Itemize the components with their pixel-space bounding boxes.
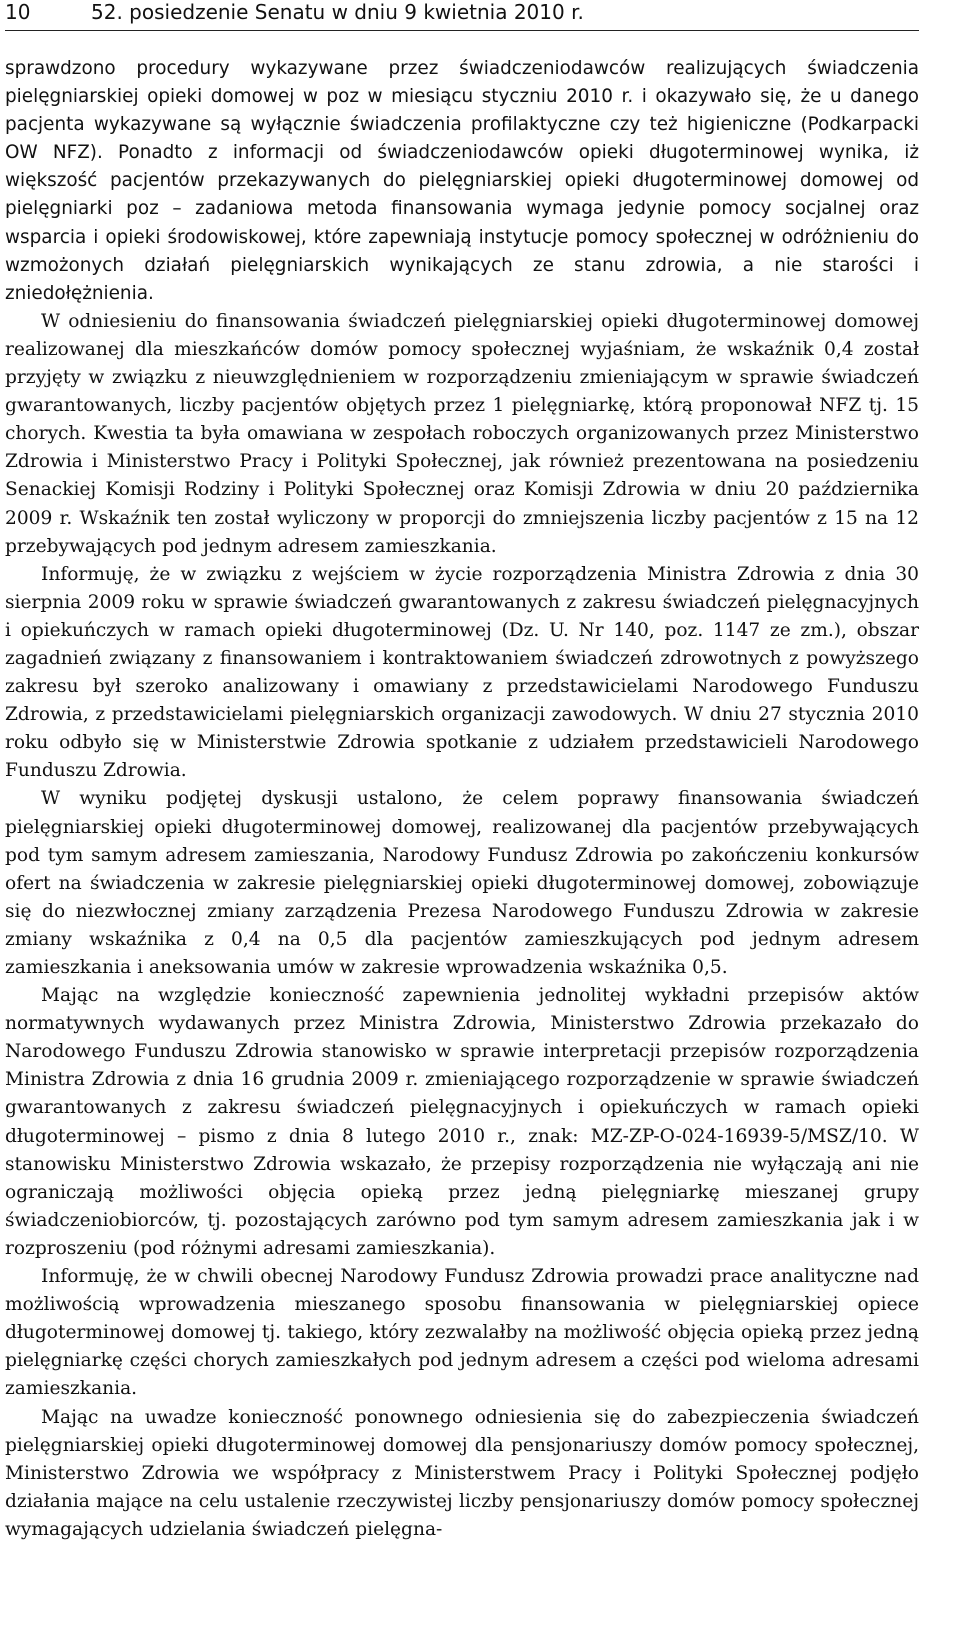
paragraph-1 [5, 55, 919, 308]
paragraph-2: W odniesieniu do finansowania świadczeń pielęgniarskiej opieki długoterminowej domowej realizowanej dla mieszkańców domów pomocy społecznej wyjaśniam, że wskaźnik 0,4 został przyjęty w związku z nieuwzględnieniem w rozporządzeniu zmieniającym w sprawie świadczeń gwarantowanych, liczby pacjentów objętych przez 1 pielęgniarkę, którą proponował NFZ tj. 15 chorych. Kwestia ta była omawiana w zespołach roboczych organizowanych przez Ministerstwo Zdrowia i Ministerstwo Pracy i Polityki Społecznej, jak również prezentowana na posiedzeniu Senackiej Komisji Rodziny i Polityki Społecznej oraz Komisji Zdrowia w dniu 20 października 2009 r. Wskaźnik ten został wyliczony w proporcji do zmniejszenia liczby pacjentów z 15 na 12 przebywających pod jednym adresem zamieszkania. [5, 310, 919, 557]
paragraph-6: Informuję, że w chwili obecnej Narodowy Fundusz Zdrowia prowadzi prace analityczne nad możliwością wprowadzenia mieszanego sposobu finansowania w pielęgniarskiej opiece długoterminowej domowej tj. takiego, który zezwalałby na możliwość objęcia opieką przez jedną pielęgniarkę części chorych zamieszkałych pod jednym adresem a części pod wieloma adresami zamieszkania. [5, 1266, 919, 1400]
paragraph-4: W wyniku podjętej dyskusji ustalono, że celem poprawy finansowania świadczeń pielęgniarskiej opieki długoterminowej domowej, realizowanej dla pacjentów przebywających pod tym samym adresem zamieszania, Narodowy Fundusz Zdrowia po zakończeniu konkursów ofert na świadczenia w zakresie pielęgniarskiej opieki długoterminowej domowej, zobowiązuje się do niezwłocznej zmiany zarządzenia Prezesa Narodowego Funduszu Zdrowia w zakresie zmiany wskaźnika z 0,4 na 0,5 dla pacjentów zamieszkujących pod jednym adresem zamieszkania i aneksowania umów w zakresie wprowadzenia wskaźnika 0,5. [5, 788, 919, 978]
paragraph-3: Informuję, że w związku z wejściem w życie rozporządzenia Ministra Zdrowia z dnia 30 sierpnia 2009 roku w sprawie świadczeń gwarantowanych z zakresu świadczeń pielęgnacyjnych i opiekuńczych w ramach opieki długoterminowej (Dz. U. Nr 140, poz. 1147 ze zm.), obszar zagadnień związany z finansowaniem i kontraktowaniem świadczeń zdrowotnych z powyższego zakresu był szeroko analizowany i omawiany z przedstawicielami Narodowego Funduszu Zdrowia, z przedstawicielami pielęgniarskich organizacji zawodowych. W dniu 27 stycznia 2010 roku odbyło się w Ministerstwie Zdrowia spotkanie z udziałem przedstawicieli Narodowego Funduszu Zdrowia. [5, 563, 919, 782]
paragraph-7: Mając na uwadze konieczność ponownego odniesienia się do zabezpieczenia świadczeń pielęgniarskiej opieki długoterminowej domowej dla pensjonariuszy domów pomocy społecznej, Ministerstwo Zdrowia we współpracy z Ministerstwem Pracy i Polityki Społecznej podjęło działania mające na celu ustalenie rzeczywistej liczby pensjonariuszy domów pomocy społecznej wymagających udzielania świadczeń pielęgna- [5, 1406, 919, 1540]
document-body [5, 55, 919, 1544]
page-number: 10 [5, 0, 31, 24]
running-title: 52. posiedzenie Senatu w dniu 9 kwietnia 2010 r. [91, 0, 584, 24]
header-rule [5, 30, 919, 31]
paragraph-5: Mając na względzie konieczność zapewnienia jednolitej wykładni przepisów aktów normatywnych wydawanych przez Ministra Zdrowia, Ministerstwo Zdrowia przekazało do Narodowego Funduszu Zdrowia stanowisko w sprawie interpretacji przepisów rozporządzenia Ministra Zdrowia z dnia 16 grudnia 2009 r. zmieniającego rozporządzenie w sprawie świadczeń gwarantowanych z zakresu świadczeń pielęgnacyjnych i opiekuńczych w ramach opieki długoterminowej – pismo z dnia 8 lutego 2010 r., znak: MZ-ZP-O-024-16939-5/MSZ/10. W stanowisku Ministerstwo Zdrowia wskazało, że przepisy rozporządzenia nie wyłączają ani nie ograniczają możliwości objęcia opieką przez jedną pielęgniarkę mieszanej grupy świadczeniobiorców, tj. pozostających zarówno pod tym samym adresem zamieszkania jak i w rozproszeniu (pod różnymi adresami zamieszkania). [5, 985, 919, 1259]
document-page [5, 0, 919, 1540]
page-header [5, 0, 919, 24]
paragraph-1-text: sprawdzono procedury wykazywane przez świadczeniodawców realizujących świadczenia pielęgniarskiej opieki domowej w poz w miesiącu styczniu 2010 r. i okazywało się, że u danego pacjenta wykazywane są wyłącznie świadczenia profilaktyczne czy też higieniczne (Podkarpacki OW NFZ). Ponadto z informacji od świadczeniodawców opieki długoterminowej wynika, iż większość pacjentów przekazywanych do pielęgniarskiej opieki długoterminowej domowej od pielęgniarki poz – zadaniowa metoda finansowania wymaga jedynie pomocy socjalnej oraz wsparcia i opieki środowiskowej, które zapewniają instytucje pomocy społecznej w odróżnieniu do wzmożonych działań pielęgniarskich wynikających ze stanu zdrowia, a nie starości i zniedołężnienia. [5, 58, 919, 304]
